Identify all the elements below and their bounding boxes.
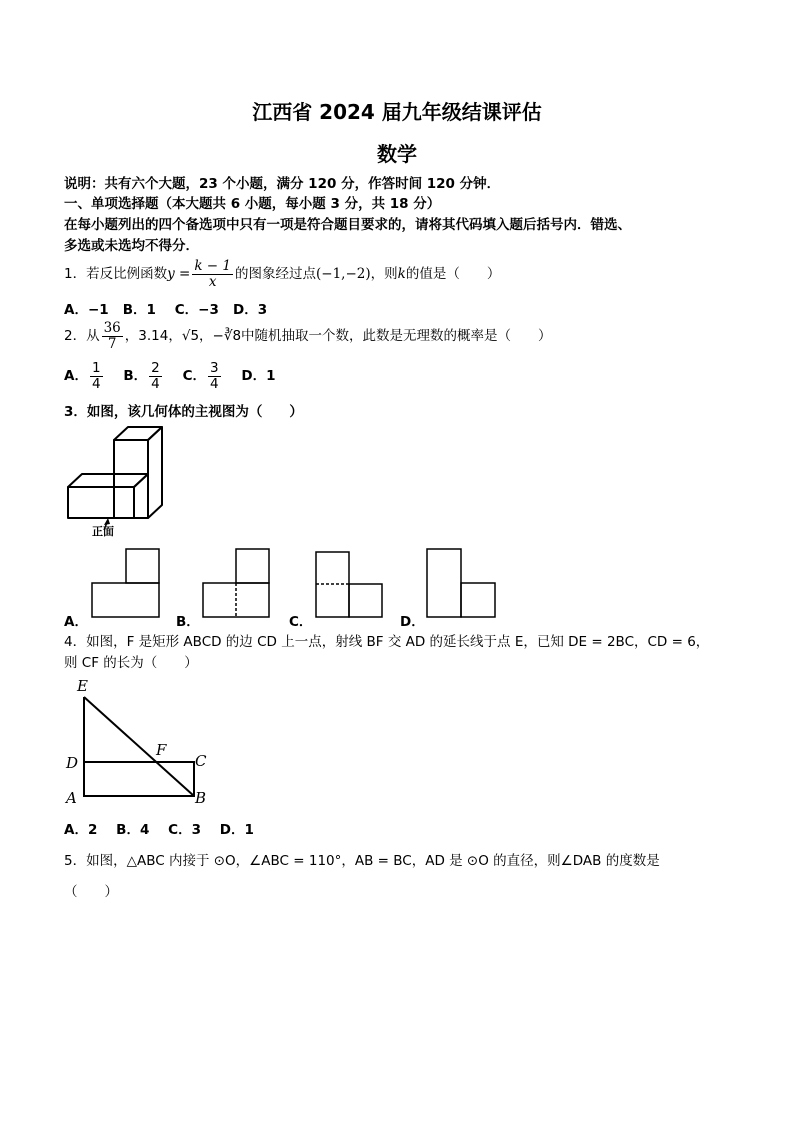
q2-prefix: 2．从 — [64, 328, 100, 344]
section-desc-line1: 在每小题列出的四个备选项中只有一项是符合题目要求的，请将其代码填入题后括号内．错选、 — [64, 217, 631, 233]
q1-y-eq: y = — [167, 266, 191, 282]
q2-option-c[interactable]: C． $\frac{3}{4}$ — [182, 359, 219, 392]
q4-option-c[interactable]: C．3 — [168, 822, 201, 838]
q2-frac-num: 36 — [103, 319, 121, 336]
q1-option-b[interactable]: B．1 — [122, 302, 156, 318]
q3-option-d[interactable]: D． — [400, 614, 425, 630]
q1-suffix-b: 的值是（ ） — [405, 266, 501, 282]
q1-frac-den: x — [208, 273, 217, 290]
question-4-options — [64, 818, 254, 838]
q1-option-c[interactable]: C．−3 — [174, 302, 219, 318]
exam-note: 说明：共有六个大题，23 个小题，满分 120 分，作答时间 120 分钟． — [64, 176, 501, 192]
q4-label-c: C — [195, 752, 207, 770]
q1-middle: 的图象经过点 — [235, 266, 316, 282]
q4-label-d: D — [66, 754, 79, 772]
q2-option-a[interactable]: A． $\frac{1}{4}$ — [64, 359, 101, 392]
q2-frac-den: 7 — [107, 335, 117, 352]
subject-title: 数学 — [377, 142, 417, 166]
q4-label-a: A — [66, 789, 77, 807]
q1-option-a[interactable]: A．−1 — [64, 302, 109, 318]
q3-option-b[interactable]: B． — [176, 614, 200, 630]
section-heading: 一、单项选择题（本大题共 6 小题，每小题 3 分，共 18 分） — [64, 196, 441, 212]
exam-title: 江西省 2024 届九年级结课评估 — [252, 100, 542, 124]
q1-suffix-a: ，则 — [370, 266, 398, 282]
q4-label-b: B — [195, 789, 207, 807]
q3-option-c[interactable]: C． — [289, 614, 313, 630]
q4-option-b[interactable]: B．4 — [116, 822, 150, 838]
q2-option-d[interactable]: D．1 — [241, 368, 276, 384]
question-4-stem-line1: 4．如图，F 是矩形 ABCD 的边 CD 上一点，射线 BF 交 AD 的延长线于点 E，已知 DE = 2BC，CD = 6， — [64, 634, 710, 650]
q1-k: k — [397, 266, 406, 282]
q2-option-b[interactable]: B． $\frac{2}{4}$ — [123, 359, 160, 392]
q3-front-label: 正面 — [92, 525, 114, 538]
q4-label-e: E — [77, 677, 88, 695]
q2-list: ，3.14，√5，−∛8 — [124, 328, 242, 344]
q2-suffix: 中随机抽取一个数，此数是无理数的概率是（ ） — [241, 328, 552, 344]
question-3-stem: 3．如图，该几何体的主视图为（ ） — [64, 404, 303, 420]
question-5-stem-line1: 5．如图，△ABC 内接于 ⊙O，∠ABC = 110°，AB = BC，AD 是 ⊙O 的直径，则∠DAB 的度数是 — [64, 853, 660, 869]
q1-prefix: 1．若反比例函数 — [64, 266, 168, 282]
q1-option-d[interactable]: D．3 — [233, 302, 268, 318]
question-5-stem-line2: （ ） — [64, 884, 118, 900]
question-4-stem-line2: 则 CF 的长为（ ） — [64, 655, 198, 671]
q4-option-d[interactable]: D．1 — [219, 822, 254, 838]
q4-label-f: F — [156, 741, 167, 759]
section-desc-line2: 多选或未选均不得分． — [64, 238, 199, 254]
q3-option-a[interactable]: A． — [64, 614, 88, 630]
q4-option-a[interactable]: A．2 — [64, 822, 98, 838]
q1-point: (−1,−2) — [316, 266, 371, 282]
q1-frac-num: k − 1 — [194, 257, 231, 274]
